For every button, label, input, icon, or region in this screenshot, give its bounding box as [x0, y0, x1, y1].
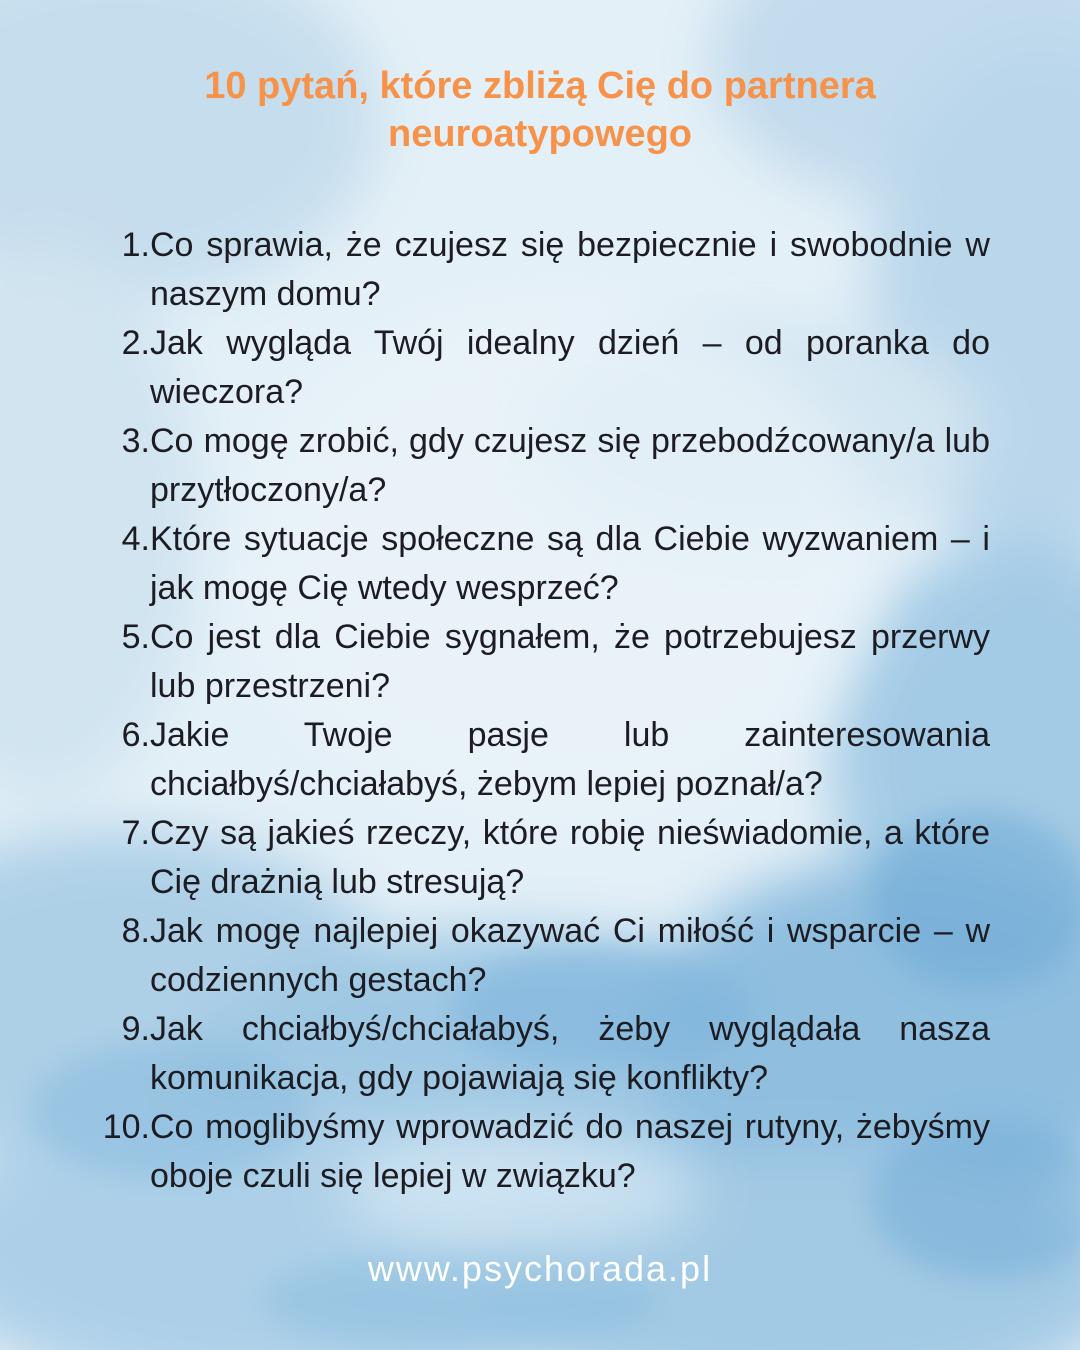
item-text: Które sytuacje społeczne są dla Ciebie wyzwaniem – i jak mogę Cię wtedy wesprzeć? — [150, 520, 990, 607]
item-number: 4. — [121, 520, 150, 558]
item-text: Jak wygląda Twój idealny dzień – od poranka do wieczora? — [150, 324, 990, 411]
item-text: Co mogę zrobić, gdy czujesz się przebodźcowany/a lub przytłoczony/a? — [150, 422, 990, 509]
item-text: Jak mogę najlepiej okazywać Ci miłość i wsparcie – w codziennych gestach? — [150, 912, 990, 999]
title-line-2: neuroatypowego — [387, 113, 693, 155]
item-number: 9. — [121, 1010, 150, 1048]
item-number: 7. — [121, 814, 150, 852]
page-title — [90, 62, 990, 158]
title-line-1: 10 pytań, które zbliżą Cię do partnera — [204, 65, 876, 107]
item-number: 2. — [121, 324, 150, 362]
item-number: 10. — [102, 1108, 150, 1146]
list-item — [90, 907, 990, 1005]
list-item — [90, 221, 990, 319]
item-number: 1. — [121, 226, 150, 264]
item-number: 6. — [121, 716, 150, 754]
item-number: 8. — [121, 912, 150, 950]
item-text: Jakie Twoje pasje lub zainteresowania chciałbyś/chciałabyś, żebym lepiej poznał/a? — [150, 716, 990, 803]
item-text: Co jest dla Ciebie sygnałem, że potrzebujesz przerwy lub przestrzeni? — [150, 618, 990, 705]
website-url[interactable]: www.psychorada.pl — [367, 1248, 713, 1289]
item-number: 3. — [121, 422, 150, 460]
list-item — [90, 711, 990, 809]
list-item — [90, 809, 990, 907]
item-text: Czy są jakieś rzeczy, które robię nieświadomie, a które Cię drażnią lub stresują? — [150, 814, 990, 901]
list-item — [90, 1005, 990, 1103]
list-item — [90, 613, 990, 711]
questions-list — [90, 221, 990, 1201]
item-text: Jak chciałbyś/chciałabyś, żeby wyglądała nasza komunikacja, gdy pojawiają się konflikty? — [150, 1010, 990, 1097]
item-number: 5. — [121, 618, 150, 656]
item-text: Co sprawia, że czujesz się bezpiecznie i swobodnie w naszym domu? — [150, 226, 990, 313]
list-item — [90, 417, 990, 515]
list-item — [90, 1103, 990, 1201]
item-text: Co moglibyśmy wprowadzić do naszej rutyny, żebyśmy oboje czuli się lepiej w związku? — [150, 1108, 990, 1195]
list-item — [90, 515, 990, 613]
list-item — [90, 319, 990, 417]
